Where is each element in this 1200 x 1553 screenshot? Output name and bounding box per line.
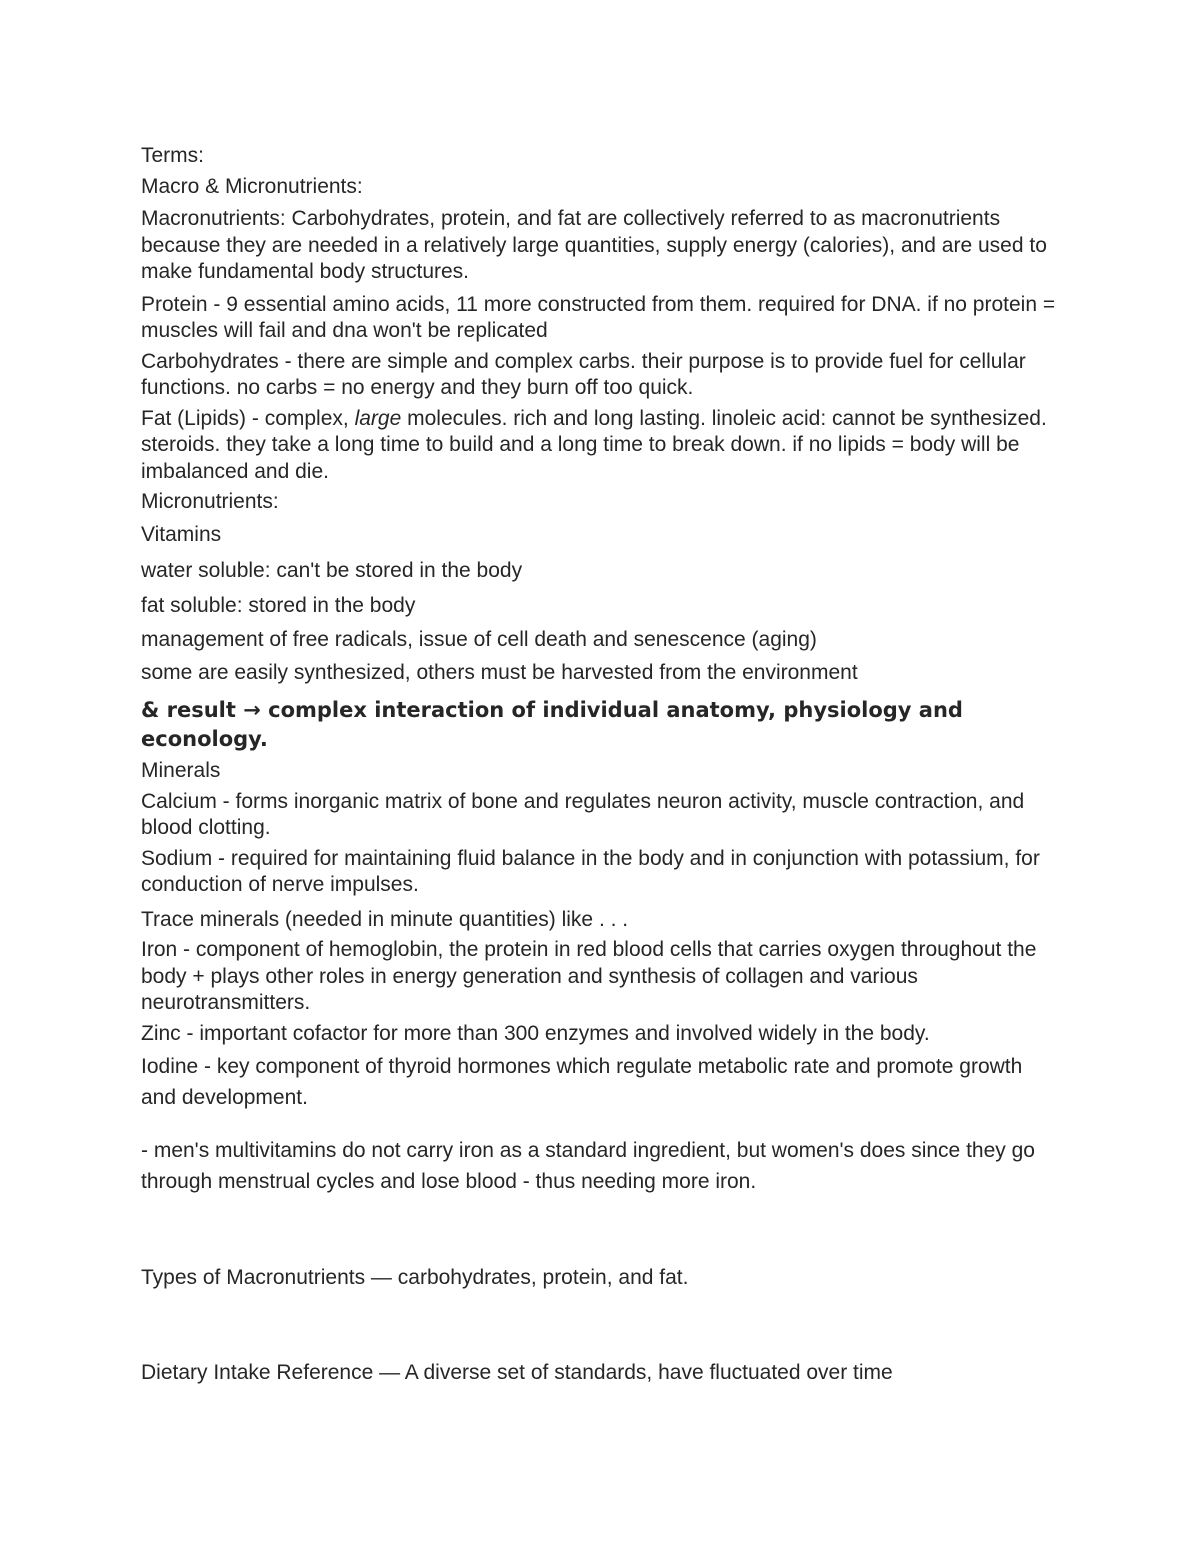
document-body [141,143,1061,1386]
carbohydrates-paragraph: Carbohydrates - there are simple and complex carbs. their purpose is to provide fuel for cellular functions. no carbs = no energy and they burn off too quick. [141,349,1026,399]
vitamins-heading: Vitamins [141,522,222,546]
protein-paragraph: Protein - 9 essential amino acids, 11 more constructed from them. required for DNA. if no protein = muscles will fail and dna won't be replicated [141,292,1056,342]
types-macronutrients-line: Types of Macronutrients — carbohydrates, protein, and fat. [141,1266,689,1289]
fat-text-start: Fat (Lipids) - complex, [141,406,355,430]
fat-text-end: molecules. rich and long lasting. linoleic acid: cannot be synthesized. steroids. they take a long time to build and a long time to break down. if no lipids = body will be imbalanced and die. [141,406,1047,483]
iron-paragraph: Iron - component of hemoglobin, the protein in red blood cells that carries oxygen throughout the body + plays other roles in energy generation and synthesis of collagen and various neurotransmitters. [141,938,1037,1014]
water-soluble-line: water soluble: can't be stored in the body [141,559,523,582]
zinc-paragraph: Zinc - important cofactor for more than 300 enzymes and involved widely in the body. [141,1021,930,1045]
dietary-intake-line: Dietary Intake Reference — A diverse set of standards, have fluctuated over time [141,1360,893,1384]
calcium-paragraph: Calcium - forms inorganic matrix of bone and regulates neuron activity, muscle contraction, and blood clotting. [141,789,1025,839]
sodium-paragraph: Sodium - required for maintaining fluid balance in the body and in conjunction with potassium, for conduction of nerve impulses. [141,846,1040,896]
minerals-heading: Minerals [141,759,221,782]
synthesized-line: some are easily synthesized, others must be harvested from the environment [141,660,858,684]
micronutrients-heading: Micronutrients: [141,490,279,513]
iodine-paragraph: Iodine - key component of thyroid hormones which regulate metabolic rate and promote growth and development. [141,1055,1023,1109]
free-radicals-line: management of free radicals, issue of cell death and senescence (aging) [141,628,817,651]
fat-paragraph [141,406,1061,486]
trace-minerals-line: Trace minerals (needed in minute quantities) like . . . [141,907,629,931]
result-line: & result → complex interaction of individual anatomy, physiology and econology. [141,698,963,751]
macronutrients-definition: Macronutrients: Carbohydrates, protein, and fat are collectively referred to as macronutrients because they are needed in a relatively large quantities, supply energy (calories), and are used to make fundamental body structures. [141,207,1047,283]
multivitamins-note: - men's multivitamins do not carry iron as a standard ingredient, but women's does since they go through menstrual cycles and lose blood - thus needing more iron. [141,1139,1035,1193]
fat-italic-word: large [354,406,402,430]
terms-heading: Terms: [141,144,204,167]
macro-micro-heading: Macro & Micronutrients: [141,174,363,198]
fat-soluble-line: fat soluble: stored in the body [141,593,416,617]
